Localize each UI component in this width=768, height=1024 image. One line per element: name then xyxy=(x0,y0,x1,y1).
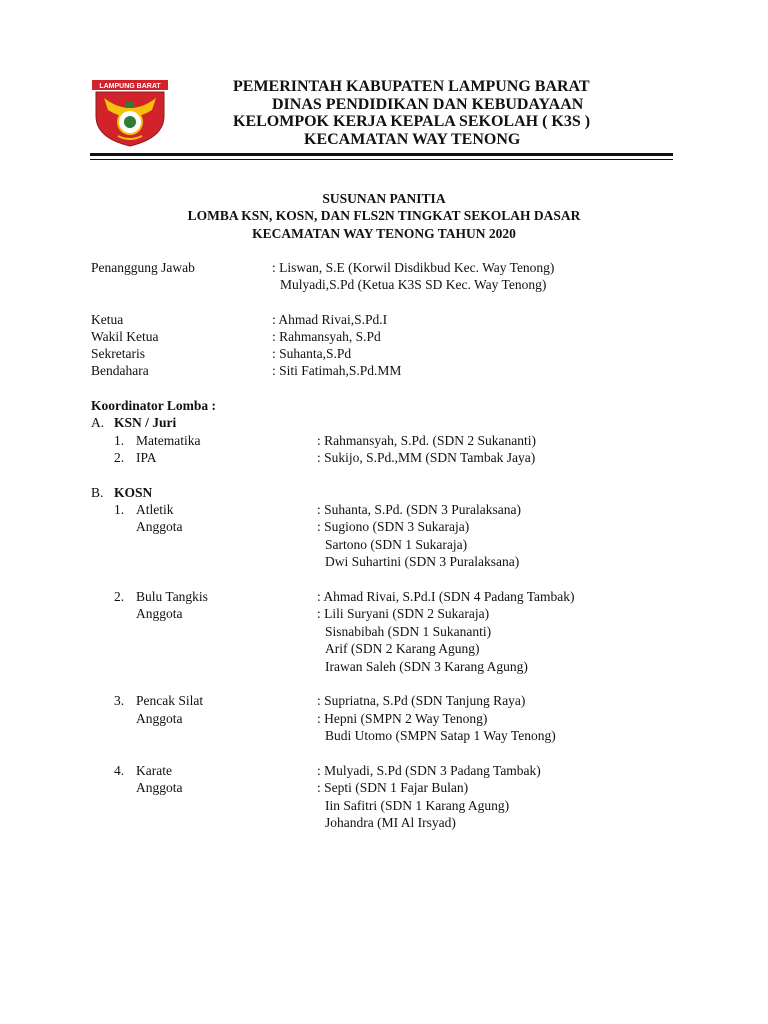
atletik-label: Atletik xyxy=(136,502,174,517)
bulu-value: : Ahmad Rivai, S.Pd.I (SDN 4 Padang Tambak) xyxy=(317,589,575,604)
bulu-member-2: Sisnabibah (SDN 1 Sukananti) xyxy=(325,624,492,639)
silat-label: Pencak Silat xyxy=(136,693,204,708)
atletik-number: 1. xyxy=(114,502,125,517)
karate-member-3: Johandra (MI Al Irsyad) xyxy=(325,815,456,830)
lampung-barat-logo xyxy=(90,78,170,148)
header-line-4: KECAMATAN WAY TENONG xyxy=(304,131,521,148)
header-line-2: DINAS PENDIDIKAN DAN KEBUDAYAAN xyxy=(272,96,584,113)
ksn1-number: 1. xyxy=(114,433,125,448)
pj-label: Penanggung Jawab xyxy=(91,260,195,275)
bulu-anggota-label: Anggota xyxy=(136,606,183,621)
atletik-member-3: Dwi Suhartini (SDN 3 Puralaksana) xyxy=(325,554,520,569)
bulu-member-3: Arif (SDN 2 Karang Agung) xyxy=(325,641,480,656)
ketua-value: : Ahmad Rivai,S.Pd.I xyxy=(272,312,388,327)
silat-number: 3. xyxy=(114,693,125,708)
doc-title-line-2: LOMBA KSN, KOSN, DAN FLS2N TINGKAT SEKOLAH DASAR xyxy=(187,208,581,223)
bulu-member-4: Irawan Saleh (SDN 3 Karang Agung) xyxy=(325,659,528,674)
koordinator-heading: Koordinator Lomba : xyxy=(91,398,217,413)
ksn1-value: : Rahmansyah, S.Pd. (SDN 2 Sukananti) xyxy=(317,433,536,448)
ksn2-value: : Sukijo, S.Pd.,MM (SDN Tambak Jaya) xyxy=(317,450,536,465)
silat-value: : Supriatna, S.Pd (SDN Tanjung Raya) xyxy=(317,693,526,708)
atletik-value: : Suhanta, S.Pd. (SDN 3 Puralaksana) xyxy=(317,502,521,517)
bendahara-value: : Siti Fatimah,S.Pd.MM xyxy=(272,363,402,378)
doc-title-line-1: SUSUNAN PANITIA xyxy=(322,191,446,206)
section-b-title: KOSN xyxy=(114,485,153,500)
atletik-anggota-label: Anggota xyxy=(136,519,183,534)
section-b-letter: B. xyxy=(91,485,104,500)
ksn2-label: IPA xyxy=(136,450,157,465)
wakil-value: : Rahmansyah, S.Pd xyxy=(272,329,381,344)
ketua-label: Ketua xyxy=(91,312,124,327)
header-line-1: PEMERINTAH KABUPATEN LAMPUNG BARAT xyxy=(233,78,590,95)
sekretaris-label: Sekretaris xyxy=(91,346,145,361)
atletik-member-1: : Sugiono (SDN 3 Sukaraja) xyxy=(317,519,470,534)
silat-anggota-label: Anggota xyxy=(136,711,183,726)
pj-value-2: Mulyadi,S.Pd (Ketua K3S SD Kec. Way Tenong) xyxy=(280,277,547,292)
svg-text:LAMPUNG BARAT: LAMPUNG BARAT xyxy=(99,83,161,90)
ksn2-number: 2. xyxy=(114,450,125,465)
karate-value: : Mulyadi, S.Pd (SDN 3 Padang Tambak) xyxy=(317,763,541,778)
bulu-number: 2. xyxy=(114,589,125,604)
bulu-member-1: : Lili Suryani (SDN 2 Sukaraja) xyxy=(317,606,490,621)
karate-member-2: Iin Safitri (SDN 1 Karang Agung) xyxy=(325,798,510,813)
logo-emblem xyxy=(90,78,170,148)
silat-member-1: : Hepni (SMPN 2 Way Tenong) xyxy=(317,711,488,726)
pj-value-1: : Liswan, S.E (Korwil Disdikbud Kec. Way Tenong) xyxy=(272,260,555,275)
header-divider-thin xyxy=(90,159,673,160)
karate-member-1: : Septi (SDN 1 Fajar Bulan) xyxy=(317,780,469,795)
header-divider-thick xyxy=(90,153,673,156)
sekretaris-value: : Suhanta,S.Pd xyxy=(272,346,352,361)
doc-title-line-3: KECAMATAN WAY TENONG TAHUN 2020 xyxy=(252,226,516,241)
header-line-3: KELOMPOK KERJA KEPALA SEKOLAH ( K3S ) xyxy=(233,113,591,130)
bulu-label: Bulu Tangkis xyxy=(136,589,208,604)
ksn1-label: Matematika xyxy=(136,433,201,448)
section-a-title: KSN / Juri xyxy=(114,415,177,430)
wakil-label: Wakil Ketua xyxy=(91,329,159,344)
silat-member-2: Budi Utomo (SMPN Satap 1 Way Tenong) xyxy=(325,728,556,743)
atletik-member-2: Sartono (SDN 1 Sukaraja) xyxy=(325,537,468,552)
karate-anggota-label: Anggota xyxy=(136,780,183,795)
bendahara-label: Bendahara xyxy=(91,363,149,378)
karate-label: Karate xyxy=(136,763,172,778)
section-a-letter: A. xyxy=(91,415,105,430)
karate-number: 4. xyxy=(114,763,125,778)
